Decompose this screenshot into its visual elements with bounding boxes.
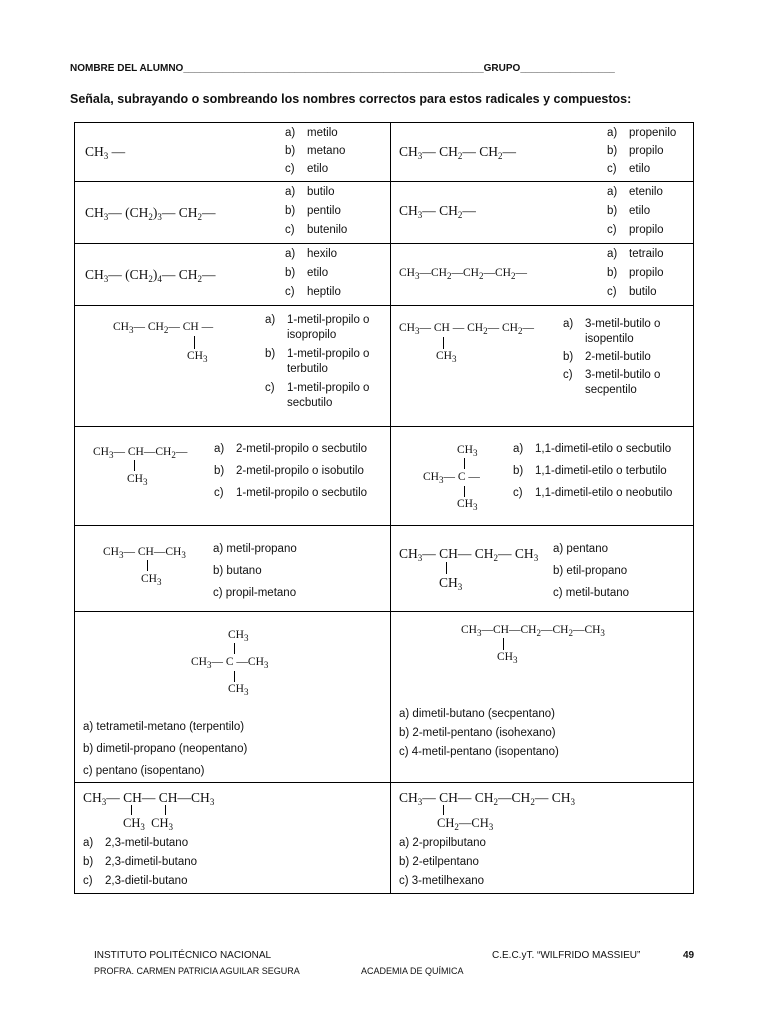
branch-methyl: $CH_3$	[187, 350, 208, 364]
student-name-line: NOMBRE DEL ALUMNO______________________________________________________GRUPO_________________	[70, 63, 615, 74]
bottom-methyl: $CH_3$	[228, 683, 249, 697]
option-a[interactable]: a) 2-propilbutano	[399, 837, 486, 849]
cell-butyl	[391, 244, 694, 306]
cell-secbutyl	[75, 306, 391, 427]
option-a[interactable]: a) pentano	[553, 543, 608, 555]
cell-hexyl	[75, 244, 391, 306]
formula: $CH_3—$ $CH_2—$ $CH_2—$	[399, 144, 517, 161]
bond	[464, 458, 465, 469]
exercise-table	[74, 122, 694, 894]
footer-institute: INSTITUTO POLITÉCNICO NACIONAL	[94, 950, 272, 961]
option-b[interactable]: b) 2,3-dimetil-butano	[83, 856, 198, 868]
instructions: Señala, subrayando o sombreando los nombres correctos para estos radicales y compuestos:	[70, 92, 632, 106]
branch-methyl: $CH_3$	[439, 575, 463, 592]
option-a[interactable]: a) tetrametil-metano (terpentilo)	[83, 721, 245, 733]
footer-academy: ACADEMIA DE QUÍMICA	[361, 966, 464, 976]
cell-neopentane	[75, 612, 391, 783]
cell-isopentane	[391, 526, 694, 612]
option-a[interactable]: a) 1,1-dimetil-etilo o secbutilo	[513, 443, 672, 455]
bond	[194, 336, 195, 349]
option-a[interactable]: a) 2-metil-propilo o secbutilo	[214, 443, 368, 455]
bond	[443, 805, 444, 815]
branch-methyl: $CH_3$	[497, 651, 518, 665]
option-b[interactable]: b) metano	[285, 145, 346, 157]
option-b[interactable]: b) dimetil-propano (neopentano)	[83, 743, 248, 755]
formula: $CH_3$ —	[85, 144, 126, 161]
option-a[interactable]: a) 1-metil-propilo o isopropilo	[265, 314, 370, 341]
cell-terbutyl	[391, 427, 694, 526]
option-b[interactable]: b) 2-etilpentano	[399, 856, 479, 868]
cell-isopentyl	[391, 306, 694, 427]
option-c[interactable]: c) 3-metil-butilo o secpentilo	[563, 369, 661, 396]
option-c[interactable]: c) 1-metil-propilo o secbutilo	[214, 487, 368, 499]
formula: $CH_3—$ $CH—CH_3$	[103, 546, 186, 560]
option-a[interactable]: a) butilo	[285, 186, 335, 198]
option-c[interactable]: c) metil-butano	[553, 587, 630, 599]
bond	[234, 671, 235, 682]
option-a[interactable]: a) 3-metil-butilo o isopentilo	[563, 318, 661, 345]
branch-methyl: $CH_3$	[436, 350, 457, 364]
options	[265, 313, 385, 411]
option-c[interactable]: c) butilo	[607, 286, 657, 298]
option-c[interactable]: c) 1,1-dimetil-etilo o neobutilo	[513, 487, 673, 499]
formula: $CH_3—$ CH— $CH_2—CH_2—$ $CH_3$	[399, 790, 575, 807]
formula: $CH_3—$ CH— $CH_2—$ $CH_3$	[399, 546, 539, 563]
bond	[464, 486, 465, 497]
cell-isobutyl	[75, 427, 391, 526]
option-c[interactable]: c) etilo	[607, 163, 651, 175]
bond	[134, 460, 135, 471]
option-b[interactable]: b) etil-propano	[553, 565, 628, 577]
top-methyl: $CH_3$	[457, 444, 478, 458]
option-c[interactable]: c) 3-metilhexano	[399, 875, 485, 887]
option-b[interactable]: b) 1-metil-propilo o terbutilo	[265, 348, 370, 375]
option-b[interactable]: b) propilo	[607, 145, 664, 157]
cell-isohexane	[391, 612, 694, 783]
option-c[interactable]: c) pentano (isopentano)	[83, 765, 205, 777]
option-b[interactable]: b) 2-metil-propilo o isobutilo	[214, 465, 364, 477]
option-b[interactable]: b) 2-metil-butilo	[563, 351, 651, 363]
option-c[interactable]: c) 4-metil-pentano (isopentano)	[399, 746, 559, 758]
option-b[interactable]: b) butano	[213, 565, 262, 577]
option-c[interactable]: c) 2,3-dietil-butano	[83, 875, 188, 887]
option-c[interactable]: c) propil-metano	[213, 587, 297, 599]
option-a[interactable]: a) metil-propano	[213, 543, 297, 555]
option-c[interactable]: c) butenilo	[285, 224, 348, 236]
bottom-methyl: $CH_3$	[457, 498, 478, 512]
cell-propyl	[391, 123, 694, 182]
option-a[interactable]: a) etenilo	[607, 186, 663, 198]
formula: $CH_3—$ $(CH_2)_4—$ $CH_2—$	[85, 267, 216, 284]
formula: $CH_3—$ $CH_2—$	[399, 203, 476, 220]
bond	[446, 562, 447, 574]
bond	[165, 805, 166, 815]
bond	[503, 638, 504, 650]
cell-ethyl	[391, 182, 694, 244]
formula: $CH_3—$ C $—CH_3$	[191, 656, 269, 670]
formula: $CH_3—CH—CH_2—CH_2—CH_3$	[461, 624, 605, 638]
formula: $CH_3—$ $CH—CH_2—$	[93, 446, 188, 460]
option-b[interactable]: b) pentilo	[285, 205, 341, 217]
branch-ethyl: $CH_2—CH_3$	[437, 816, 494, 832]
bond	[234, 643, 235, 654]
option-b[interactable]: b) etilo	[285, 267, 329, 279]
bond	[147, 560, 148, 571]
branch-methyl: $CH_3$	[141, 573, 162, 587]
cell-dimethylbutane	[75, 783, 391, 894]
option-c[interactable]: c) etilo	[285, 163, 329, 175]
top-methyl: $CH_3$	[228, 629, 249, 643]
cell-methyl	[75, 123, 391, 182]
option-a[interactable]: a) 2,3-metil-butano	[83, 837, 189, 849]
formula: $CH_3—$ CH — $CH_2—$ $CH_2—$	[399, 322, 534, 336]
option-c[interactable]: c) propilo	[607, 224, 664, 236]
option-b[interactable]: b) 1,1-dimetil-etilo o terbutilo	[513, 465, 667, 477]
option-a[interactable]: a) tetrailo	[607, 248, 664, 260]
option-c[interactable]: c) heptilo	[285, 286, 341, 298]
option-b[interactable]: b) propilo	[607, 267, 664, 279]
footer-teacher: PROFRA. CARMEN PATRICIA AGUILAR SEGURA	[94, 966, 300, 976]
cell-methylhexane	[391, 783, 694, 894]
option-b[interactable]: b) etilo	[607, 205, 651, 217]
formula: $CH_3—$ C —	[423, 471, 480, 485]
formula: $CH_3—$ CH— $CH—CH_3$	[83, 790, 215, 807]
bond	[443, 337, 444, 349]
option-a[interactable]: a) propenilo	[607, 127, 677, 139]
cell-isobutane	[75, 526, 391, 612]
formula: $CH_3—$ $CH_2—$ CH —	[113, 321, 214, 335]
option-c[interactable]: c) 1-metil-propilo o secbutilo	[265, 382, 370, 409]
formula: $CH_3—CH_2—CH_2—CH_2—$	[399, 267, 527, 281]
branch-methyl: $CH_3$	[127, 473, 148, 487]
branch-methyls: $CH_3$ $CH_3$	[123, 816, 173, 832]
footer-school: C.E.C.yT. “WILFRIDO MASSIEU”	[492, 950, 641, 961]
bond	[131, 805, 132, 815]
option-b[interactable]: b) 2-metil-pentano (isohexano)	[399, 727, 556, 739]
cell-pentyl	[75, 182, 391, 244]
option-a[interactable]: a) hexilo	[285, 248, 338, 260]
formula: $CH_3—$ $(CH_2)_3—$ $CH_2—$	[85, 205, 216, 222]
option-a[interactable]: a) metilo	[285, 127, 338, 139]
page-number: 49	[683, 950, 695, 961]
option-a[interactable]: a) dimetil-butano (secpentano)	[399, 708, 555, 720]
options	[563, 317, 688, 398]
